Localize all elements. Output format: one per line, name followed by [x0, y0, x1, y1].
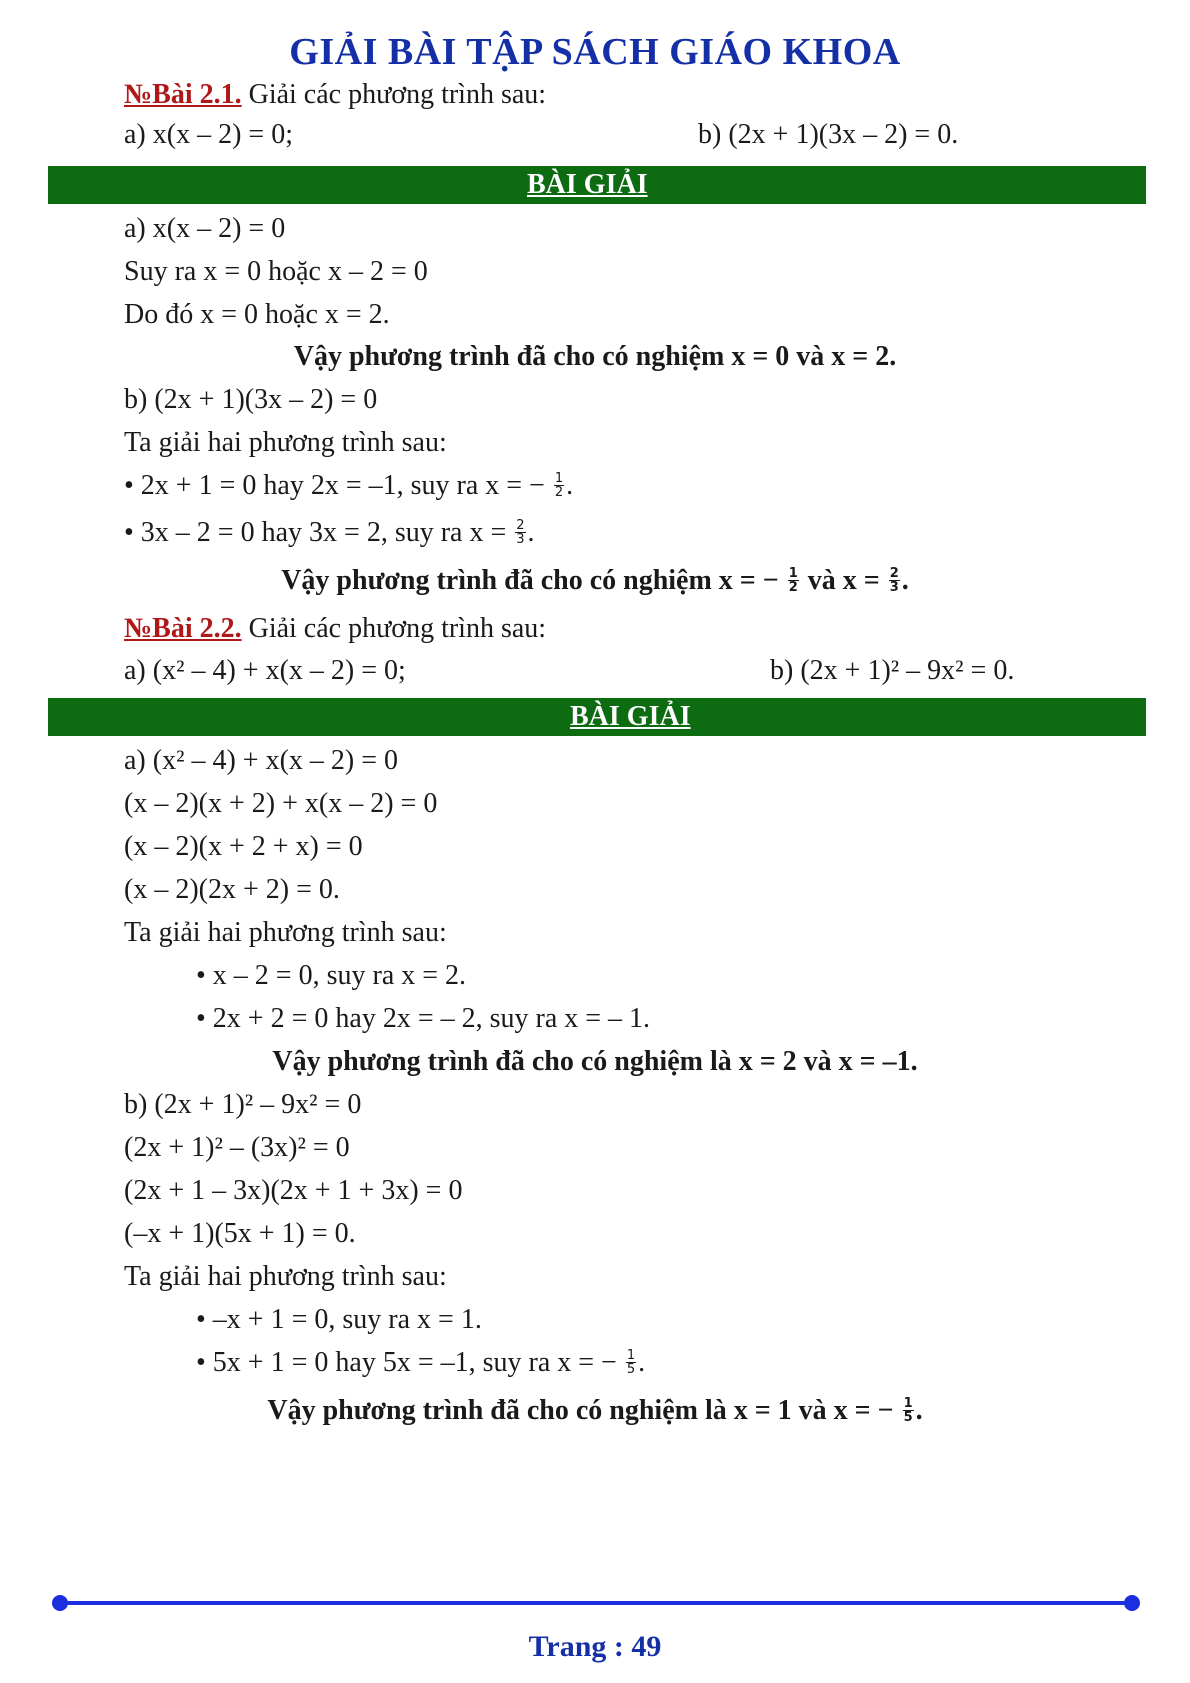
footer-rule: [58, 1601, 1136, 1605]
fraction-numerator: 1: [788, 566, 798, 582]
fraction-numerator: 1: [903, 1396, 913, 1412]
solution-header-bar: [48, 166, 1146, 204]
solution-header-label: BÀI GIẢI: [527, 169, 648, 200]
solution-header-bar: [48, 698, 1146, 736]
problem-part-a: a) (x² – 4) + x(x – 2) = 0;: [124, 655, 406, 686]
fraction: [626, 1349, 636, 1376]
solution-line: b) (2x + 1)(3x – 2) = 0: [124, 384, 378, 415]
bullet-text: • 2x + 1 = 0 hay 2x = –1, suy ra x = −: [124, 470, 552, 501]
problem-statement-2-1: [124, 78, 546, 112]
bullet-text: • 3x – 2 = 0 hay 3x = 2, suy ra x =: [124, 517, 514, 548]
conclusion-line: Vậy phương trình đã cho có nghiệm x = − $\frac{1}{2}$ và x = $\frac{2}{3}$ .: [281, 565, 909, 596]
fraction-numerator: 1: [626, 1348, 636, 1364]
bullet-text: • 5x + 1 = 0 hay 5x = –1, suy ra x = −: [196, 1347, 624, 1378]
solution-line: b) (2x + 1)² – 9x² = 0: [124, 1089, 362, 1120]
problem-prompt: Giải các phương trình sau:: [241, 613, 547, 644]
fraction-denominator: 3: [889, 580, 899, 596]
fraction: [515, 519, 525, 546]
bullet-item: • 5x + 1 = 0 hay 5x = –1, suy ra x = − $\frac{1}{5}$ .: [196, 1347, 646, 1378]
problem-label: №Bài 2.1.: [124, 79, 242, 110]
solution-line: Ta giải hai phương trình sau:: [124, 917, 447, 948]
bullet-item: • –x + 1 = 0, suy ra x = 1.: [196, 1304, 482, 1335]
bullet-item: • 3x – 2 = 0 hay 3x = 2, suy ra x = $\frac{2}{3}$ .: [124, 517, 535, 548]
footer-rule-right-dot: [1124, 1595, 1140, 1611]
problem-prompt: Giải các phương trình sau:: [241, 79, 547, 110]
solution-line: (2x + 1 – 3x)(2x + 1 + 3x) = 0: [124, 1175, 463, 1206]
solution-line: Ta giải hai phương trình sau:: [124, 427, 447, 458]
bullet-item: • 2x + 1 = 0 hay 2x = –1, suy ra x = − $\frac{1}{2}$ .: [124, 470, 574, 501]
solution-line: (x – 2)(x + 2 + x) = 0: [124, 831, 363, 862]
problem-part-b: b) (2x + 1)² – 9x² = 0.: [770, 655, 1015, 686]
fraction-denominator: 3: [516, 532, 525, 548]
fraction-denominator: 5: [903, 1410, 913, 1426]
bullet-item: • x – 2 = 0, suy ra x = 2.: [196, 960, 467, 991]
problem-label: №Bài 2.2.: [124, 613, 242, 644]
conclusion-text: Vậy phương trình đã cho có nghiệm x = −: [281, 565, 786, 596]
solution-line: a) (x² – 4) + x(x – 2) = 0: [124, 745, 399, 776]
solution-line: Suy ra x = 0 hoặc x – 2 = 0: [124, 256, 428, 287]
fraction-denominator: 2: [554, 485, 564, 501]
conclusion-line: Vậy phương trình đã cho có nghiệm x = 0 và x = 2.: [293, 341, 897, 372]
fraction-numerator: 2: [889, 566, 899, 582]
problem-part-a: a) x(x – 2) = 0;: [124, 119, 293, 150]
footer-rule-left-dot: [52, 1595, 68, 1611]
solution-line: (–x + 1)(5x + 1) = 0.: [124, 1218, 356, 1249]
fraction: [889, 567, 900, 594]
solution-header-label: BÀI GIẢI: [570, 701, 691, 732]
conclusion-text: và x =: [800, 565, 887, 596]
page-number: Trang : 49: [528, 1630, 662, 1663]
solution-line: (x – 2)(2x + 2) = 0.: [124, 874, 340, 905]
bullet-item: • 2x + 2 = 0 hay 2x = – 2, suy ra x = – 1.: [196, 1003, 651, 1034]
conclusion-line: Vậy phương trình đã cho có nghiệm là x = 1 và x = − $\frac{1}{5}$ .: [267, 1395, 923, 1426]
solution-line: Do đó x = 0 hoặc x = 2.: [124, 299, 390, 330]
problem-statement-2-2: [124, 612, 546, 646]
solution-line: a) x(x – 2) = 0: [124, 213, 286, 244]
fraction: [788, 567, 799, 594]
page-title: GIẢI BÀI TẬP SÁCH GIÁO KHOA: [289, 31, 901, 73]
solution-line: (2x + 1)² – (3x)² = 0: [124, 1132, 350, 1163]
conclusion-text: Vậy phương trình đã cho có nghiệm là x = 1 và x = −: [267, 1395, 901, 1426]
fraction: [903, 1397, 914, 1424]
problem-part-b: b) (2x + 1)(3x – 2) = 0.: [698, 119, 959, 150]
fraction: [554, 472, 564, 499]
fraction-denominator: 5: [626, 1362, 636, 1378]
solution-line: Ta giải hai phương trình sau:: [124, 1261, 447, 1292]
solution-line: (x – 2)(x + 2) + x(x – 2) = 0: [124, 788, 438, 819]
fraction-numerator: 2: [516, 518, 525, 534]
conclusion-line: Vậy phương trình đã cho có nghiệm là x = 2 và x = –1.: [272, 1046, 918, 1077]
fraction-numerator: 1: [554, 471, 564, 487]
fraction-denominator: 2: [788, 580, 798, 596]
